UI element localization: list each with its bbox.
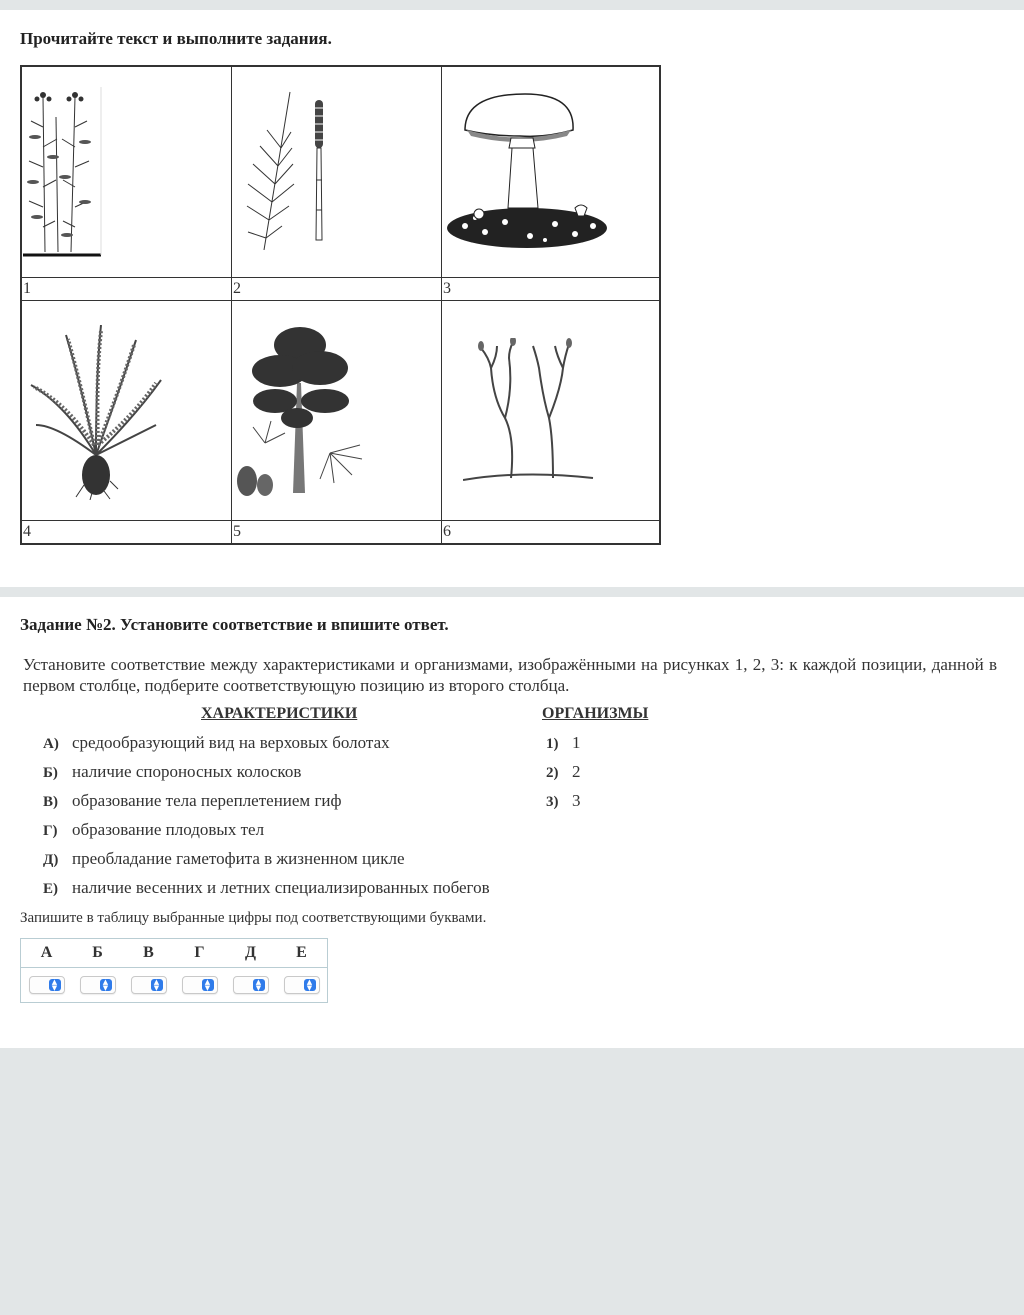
task2-heading: Задание №2. Установите соответствие и впишите ответ. (20, 615, 449, 634)
answer-cell-g (174, 968, 225, 1003)
characteristic-key: Б) (43, 765, 58, 781)
organism-key: 1) (546, 736, 559, 752)
mushroom-illustration-icon (445, 90, 615, 250)
characteristic-key: А) (43, 736, 59, 752)
answer-column-v: В (123, 939, 174, 968)
section1-heading: Прочитайте текст и выполните задания. (20, 29, 332, 48)
answer-column-a: А (21, 939, 73, 968)
organism-key: 3) (546, 794, 559, 810)
characteristic-key: Г) (43, 823, 58, 839)
characteristic-text: наличие спороносных колосков (72, 762, 302, 781)
organism-row (546, 733, 581, 753)
figure-cell-5 (232, 301, 442, 521)
characteristic-key: Д) (43, 852, 59, 868)
figures-table (20, 65, 661, 545)
characteristic-row (43, 791, 342, 811)
select-arrows-icon: ▲ ▼ (49, 979, 61, 991)
characteristic-text: образование тела переплетением гиф (72, 791, 342, 810)
answer-column-e: Е (276, 939, 328, 968)
organism-row (546, 762, 581, 782)
organism-key: 2) (546, 765, 559, 781)
answer-cell-b (72, 968, 123, 1003)
organism-text: 1 (572, 733, 581, 752)
pine-tree-illustration-icon (235, 323, 370, 503)
answer-table (20, 938, 328, 1003)
answer-select-g[interactable] (182, 976, 218, 994)
characteristic-text: образование плодовых тел (72, 820, 265, 839)
psilophyte-illustration-icon (463, 338, 603, 488)
characteristic-row (43, 820, 264, 840)
answer-select-v[interactable] (131, 976, 167, 994)
task2-intro: Установите соответствие между характеристиками и организмами, изображёнными на рисунках 1, 2, 3: к каждой позиции, данной в первом столбце, подберите соответствующую позицию из второго столбца. (23, 655, 997, 695)
figure-cell-1 (21, 66, 232, 278)
answer-instruction: Запишите в таблицу выбранные цифры под соответствующими буквами. (20, 910, 487, 926)
answer-cell-v (123, 968, 174, 1003)
answer-cell-d (225, 968, 276, 1003)
organism-text: 3 (572, 791, 581, 810)
characteristic-key: Е) (43, 881, 58, 897)
figure-cell-6 (442, 301, 661, 521)
characteristic-text: преобладание гаметофита в жизненном цикле (72, 849, 405, 868)
characteristic-key: В) (43, 794, 58, 810)
characteristic-row (43, 849, 405, 869)
select-arrows-icon: ▲ ▼ (202, 979, 214, 991)
reading-card (0, 10, 1024, 587)
organism-row (546, 791, 581, 811)
answer-select-d[interactable] (233, 976, 269, 994)
organism-text: 2 (572, 762, 581, 781)
answer-select-a[interactable] (29, 976, 65, 994)
figure-number-6: 6 (442, 521, 661, 545)
answer-select-b[interactable] (80, 976, 116, 994)
plant-illustration-icon (23, 87, 103, 259)
organisms-header: ОРГАНИЗМЫ (542, 705, 649, 722)
figure-number-2: 2 (232, 278, 442, 301)
answer-column-g: Г (174, 939, 225, 968)
horsetail-illustration-icon (232, 90, 362, 250)
answer-cell-a (21, 968, 73, 1003)
characteristic-row (43, 733, 390, 753)
figure-number-4: 4 (21, 521, 232, 545)
select-arrows-icon: ▲ ▼ (100, 979, 112, 991)
answer-column-b: Б (72, 939, 123, 968)
select-arrows-icon: ▲ ▼ (253, 979, 265, 991)
figure-cell-4 (21, 301, 232, 521)
task2-card (0, 597, 1024, 1048)
figure-cell-2 (232, 66, 442, 278)
answer-column-d: Д (225, 939, 276, 968)
select-arrows-icon: ▲ ▼ (304, 979, 316, 991)
fern-illustration-icon (26, 325, 166, 500)
figure-number-5: 5 (232, 521, 442, 545)
characteristic-row (43, 878, 490, 898)
figure-cell-3 (442, 66, 661, 278)
answer-cell-e (276, 968, 328, 1003)
select-arrows-icon: ▲ ▼ (151, 979, 163, 991)
characteristic-text: средообразующий вид на верховых болотах (72, 733, 390, 752)
characteristic-text: наличие весенних и летних специализированных побегов (72, 878, 490, 897)
characteristic-row (43, 762, 301, 782)
figure-number-1: 1 (21, 278, 232, 301)
figure-number-3: 3 (442, 278, 661, 301)
characteristics-header: ХАРАКТЕРИСТИКИ (201, 705, 358, 722)
answer-select-e[interactable] (284, 976, 320, 994)
